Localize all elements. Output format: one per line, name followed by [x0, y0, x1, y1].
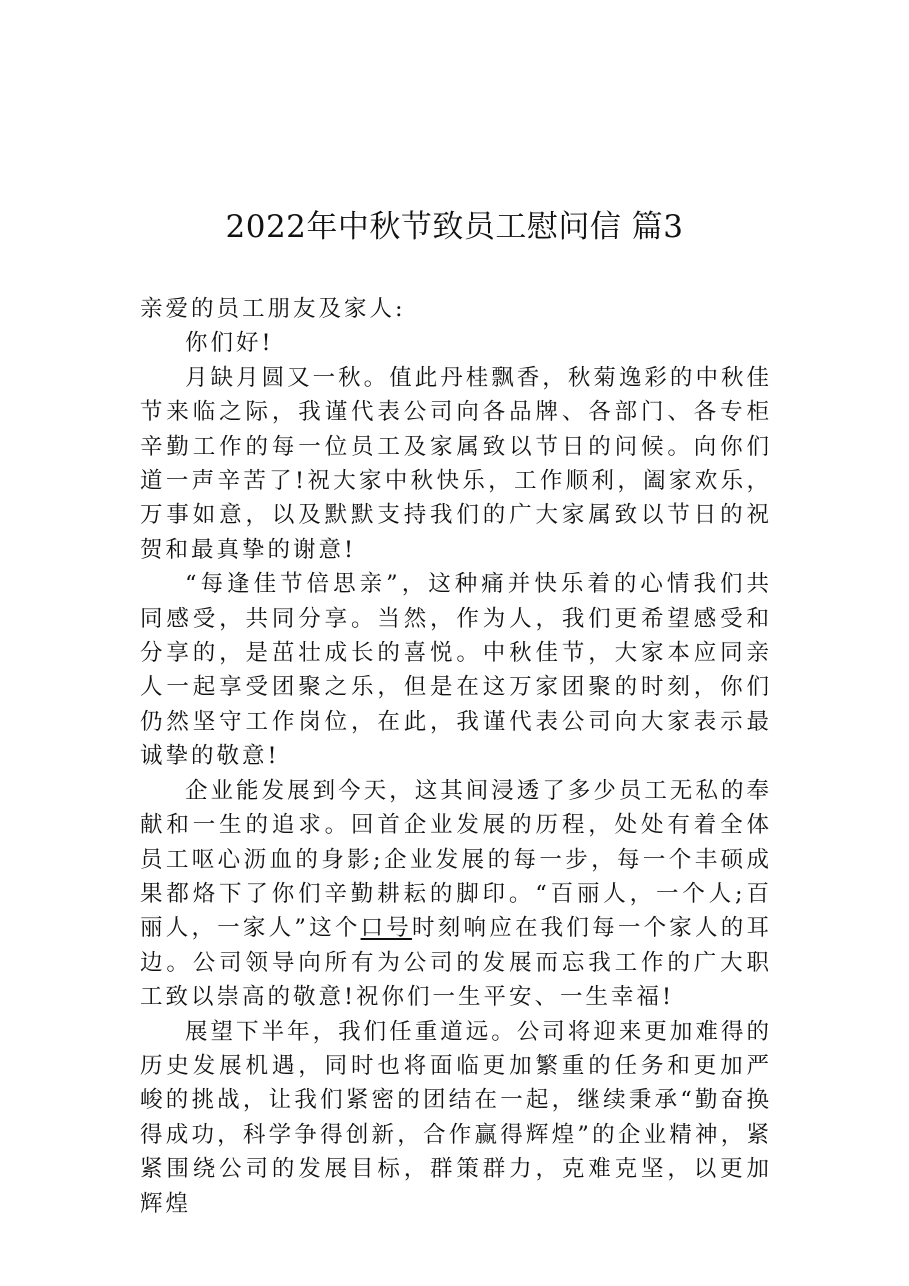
paragraph-3: [140, 774, 772, 1015]
paragraph-3-text-before: 企业能发展到今天，这其间浸透了多少员工无私的奉献和一生的追求。回首企业发展的历程，处处有着全体员工呕心沥血的身影;企业发展的每一步，每一个丰硕成果都烙下了你们辛勤耕耘的脚印。“百丽人，一个人;百丽人，一家人”这个: [140, 777, 772, 942]
paragraph-2: “每逢佳节倍思亲”，这种痛并快乐着的心情我们共同感受，共同分享。当然，作为人，我们更希望感受和分享的，是茁壮成长的喜悦。中秋佳节，大家本应同亲人一起享受团聚之乐，但是在这万家团聚的时刻，你们仍然坚守工作岗位，在此，我谨代表公司向大家表示最诚挚的敬意!: [140, 571, 772, 770]
document-title: 2022年中秋节致员工慰问信 篇3: [225, 209, 684, 245]
salutation: 亲爱的员工朋友及家人:: [140, 296, 406, 322]
slogan-underlined-text: 口号: [360, 915, 413, 942]
paragraph-4: 展望下半年，我们任重道远。公司将迎来更加难得的历史发展机遇，同时也将面临更加繁重的任务和更加严峻的挑战，让我们紧密的团结在一起，继续秉承“勤奋换得成功，科学争得创新，合作赢得辉煌”的企业精神，紧紧围绕公司的发展目标，群策群力，克难克坚，以更加辉煌: [140, 1018, 772, 1217]
greeting: 你们好!: [185, 330, 274, 357]
paragraph-1: 月缺月圆又一秋。值此丹桂飘香，秋菊逸彩的中秋佳节来临之际，我谨代表公司向各品牌、各部门、各专柜辛勤工作的每一位员工及家属致以节日的问候。向你们道一声辛苦了!祝大家中秋快乐，工作顺利，阖家欢乐，万事如意，以及默默支持我们的广大家属致以节日的祝贺和最真挚的谢意!: [140, 364, 772, 563]
paragraph-3-text-after: 时刻响应在我们每一个家人的耳边。公司领导向所有为公司的发展而忘我工作的广大职工致以崇高的敬意!祝你们一生平安、一生幸福!: [140, 915, 772, 1011]
letter-body: [140, 292, 772, 1221]
